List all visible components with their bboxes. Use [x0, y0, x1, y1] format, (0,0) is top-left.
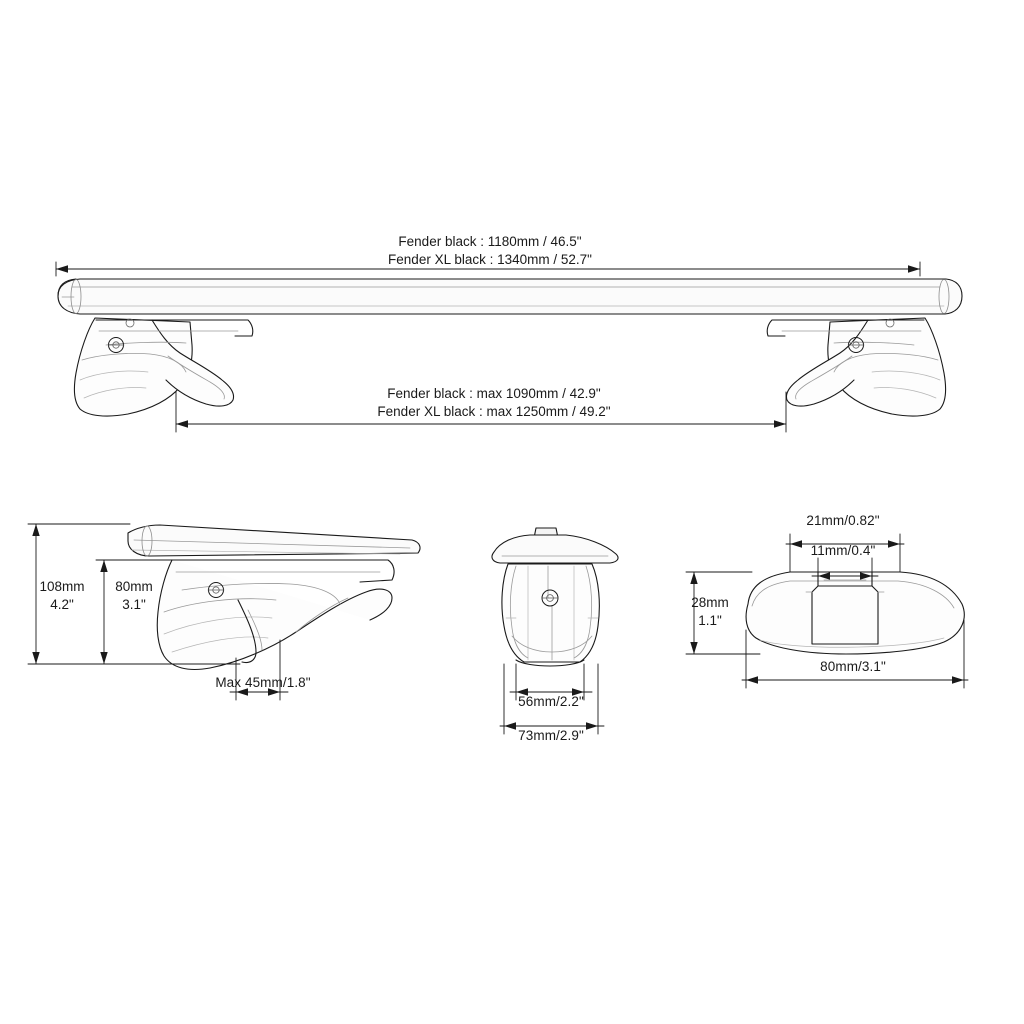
label-section-height — [691, 594, 729, 629]
label-span — [377, 385, 610, 420]
right-foot — [767, 318, 945, 416]
label-total-height — [39, 578, 84, 613]
label-overall-length — [388, 233, 592, 268]
label-max-offset: Max 45mm/1.8" — [215, 675, 311, 690]
label-foot-height — [115, 578, 153, 613]
left-foot — [74, 318, 252, 416]
label-section-height-mm: 28mm — [691, 595, 729, 610]
label-total-height-in: 4.2" — [50, 596, 74, 612]
label-span-standard: Fender black : max 1090mm / 42.9" — [387, 386, 601, 401]
label-section-height-in: 1.1" — [698, 612, 722, 628]
label-overall-length-xl: Fender XL black : 1340mm / 52.7" — [388, 251, 592, 267]
label-span-xl: Fender XL black : max 1250mm / 49.2" — [377, 403, 611, 419]
label-foot-height-in: 3.1" — [122, 596, 146, 612]
label-foot-height-mm: 80mm — [115, 579, 153, 594]
label-slot-inner: 11mm/0.4" — [810, 543, 876, 558]
label-slot-outer: 21mm/0.82" — [806, 513, 880, 528]
label-section-width: 80mm/3.1" — [820, 659, 886, 674]
label-clamp-inner-width: 56mm/2.2" — [518, 694, 584, 709]
label-overall-length-standard: Fender black : 1180mm / 46.5" — [398, 234, 582, 249]
label-total-height-mm: 108mm — [39, 579, 85, 594]
label-clamp-outer-width: 73mm/2.9" — [518, 728, 584, 743]
